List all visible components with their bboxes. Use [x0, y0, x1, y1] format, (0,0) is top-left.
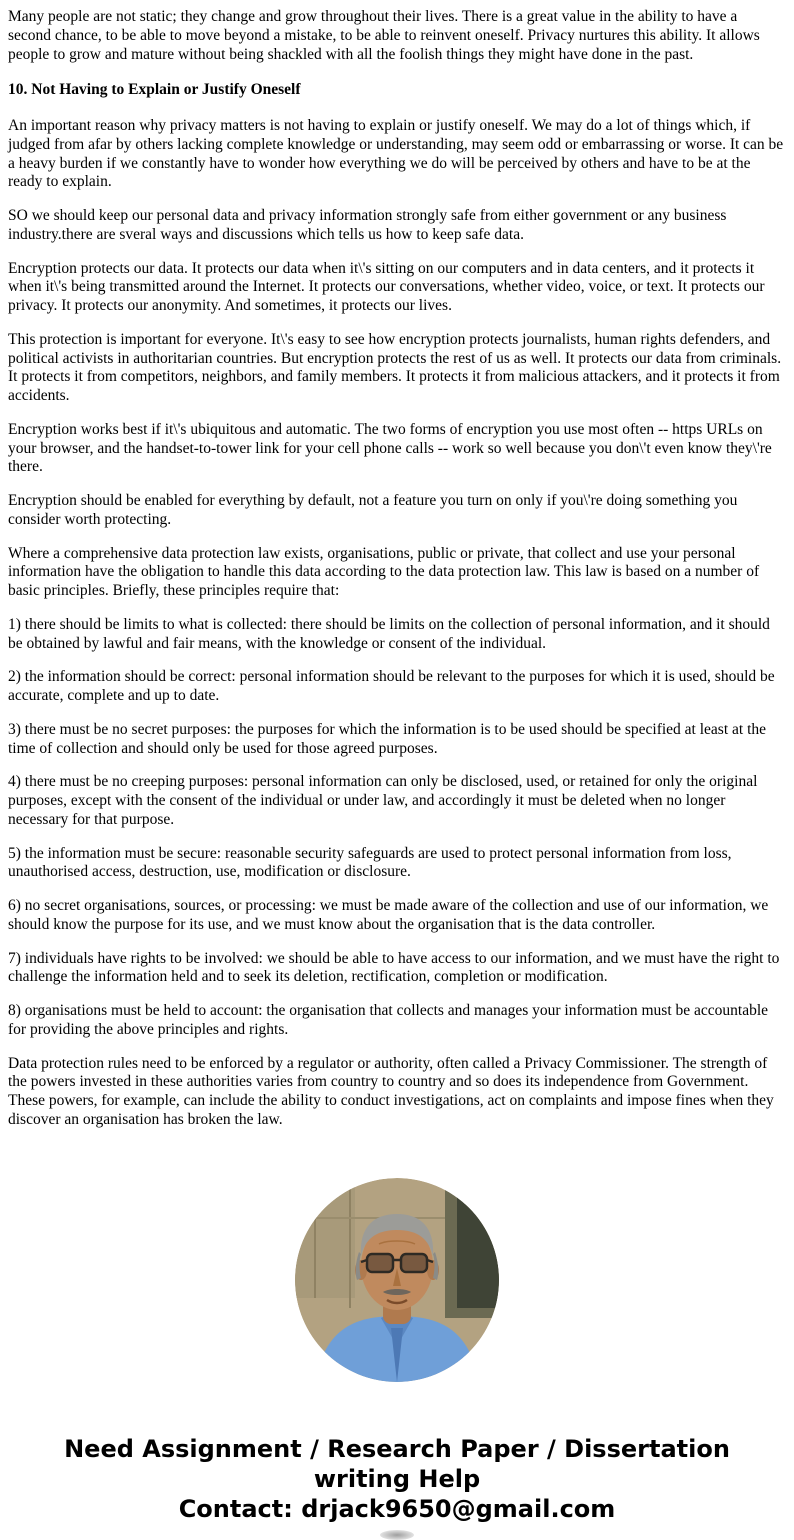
list-item-paragraph: 7) individuals have rights to be involved: we should be able to have access to our information, and we must have the right to challenge the information held and to seek its deletion, rectification, completion or modification. [8, 949, 780, 986]
paragraph: Encryption protects our data. It protects our data when it\'s sitting on our computers and in data centers, and it protects it when it\'s being transmitted around the Internet. It protects our conversations, whether video, voice, or text. It protects our privacy. It protects our anonymity. And sometimes, it protects our lives. [8, 259, 765, 314]
footer-advert [0, 1434, 794, 1540]
paragraph: Encryption works best if it\'s ubiquitous and automatic. The two forms of encryption you use most often -- https URLs on your browser, and the handset-to-tower link for your cell phone calls -- work so well because you don\'t even know they\'re there. [8, 420, 772, 476]
list-item-paragraph: 3) there must be no secret purposes: the purposes for which the information is to be used should be specified at least at the time of collection and should only be used for those agreed purposes. [8, 720, 767, 757]
list-item-paragraph: 2) the information should be correct: personal information should be relevant to the purposes for which it is used, should be accurate, complete and up to date. [8, 668, 775, 704]
list-item-paragraph: 6) no secret organisations, sources, or processing: we must be made aware of the collection and use of our information, we should know the purpose for its use, and we must know about the organisation that is the data controller. [8, 897, 769, 933]
footer-contact-email: Contact: drjack9650@gmail.com [178, 1494, 616, 1523]
paragraph: Where a comprehensive data protection law exists, organisations, public or private, that collect and use your personal information have the obligation to handle this data according to the data protection law. This law is based on a number of basic principles. Briefly, these principles require that: [8, 544, 760, 599]
author-photo [295, 1178, 499, 1382]
paragraph: Many people are not static; they change and grow throughout their lives. There is a great value in the ability to have a second chance, to be able to move beyond a mistake, to be able to reinvent oneself. Privacy nurtures this ability. It allows people to grow and mature without being shackled with all the foolish things they might have done in the past. [8, 8, 760, 63]
bottom-smudge-mark [380, 1530, 414, 1540]
paragraph: Data protection rules need to be enforced by a regulator or authority, often called a Privacy Commissioner. The strength of the powers invested in these authorities varies from country to country and so does its independence from Government. These powers, for example, can include the ability to conduct investigations, act on complaints and impose fines when they discover an organisation has broken the law. [8, 1054, 774, 1128]
list-item-paragraph: 8) organisations must be held to account: the organisation that collects and manages your information must be accountable for providing the above principles and rights. [8, 1002, 769, 1038]
paragraph: SO we should keep our personal data and privacy information strongly safe from either government or any business industry.there are sveral ways and discussions which tells us how to keep safe data. [8, 207, 727, 243]
list-item-paragraph: 5) the information must be secure: reasonable security safeguards are used to protect personal information from loss, unauthorised access, destruction, use, modification or disclosure. [8, 844, 732, 881]
author-photo-container [0, 1178, 794, 1382]
list-item-paragraph: 4) there must be no creeping purposes: personal information can only be disclosed, used, or retained for only the original purposes, except with the consent of the individual or under law, and accordingly it must be deleted when no longer necessary for that purpose. [8, 773, 758, 828]
paragraph: This protection is important for everyone. It\'s easy to see how encryption protects journalists, human rights defenders, and political activists in authoritarian countries. But encryption protects the rest of us as well. It protects our data from criminals. It protects it from competitors, neighbors, and family members. It protects it from malicious attackers, and it protects it from accidents. [8, 330, 782, 404]
section-heading: 10. Not Having to Explain or Justify Oneself [8, 81, 301, 99]
list-item-paragraph: 1) there should be limits to what is collected: there should be limits on the collection of personal information, and it should be obtained by lawful and fair means, with the knowledge or consent of the individual. [8, 615, 770, 652]
paragraph: Encryption should be enabled for everything by default, not a feature you turn on only if you\'re doing something you consider worth protecting. [8, 492, 738, 528]
paragraph: An important reason why privacy matters is not having to explain or justify oneself. We may do a lot of things which, if judged from afar by others lacking complete knowledge or understanding, may seem odd or embarrassing or worse. It can be a heavy burden if we constantly have to wonder how everything we do will be perceived by others and have to be at the ready to explain. [8, 117, 784, 191]
footer-help-text: Need Assignment / Research Paper / Dissertation writing Help [64, 1434, 730, 1493]
